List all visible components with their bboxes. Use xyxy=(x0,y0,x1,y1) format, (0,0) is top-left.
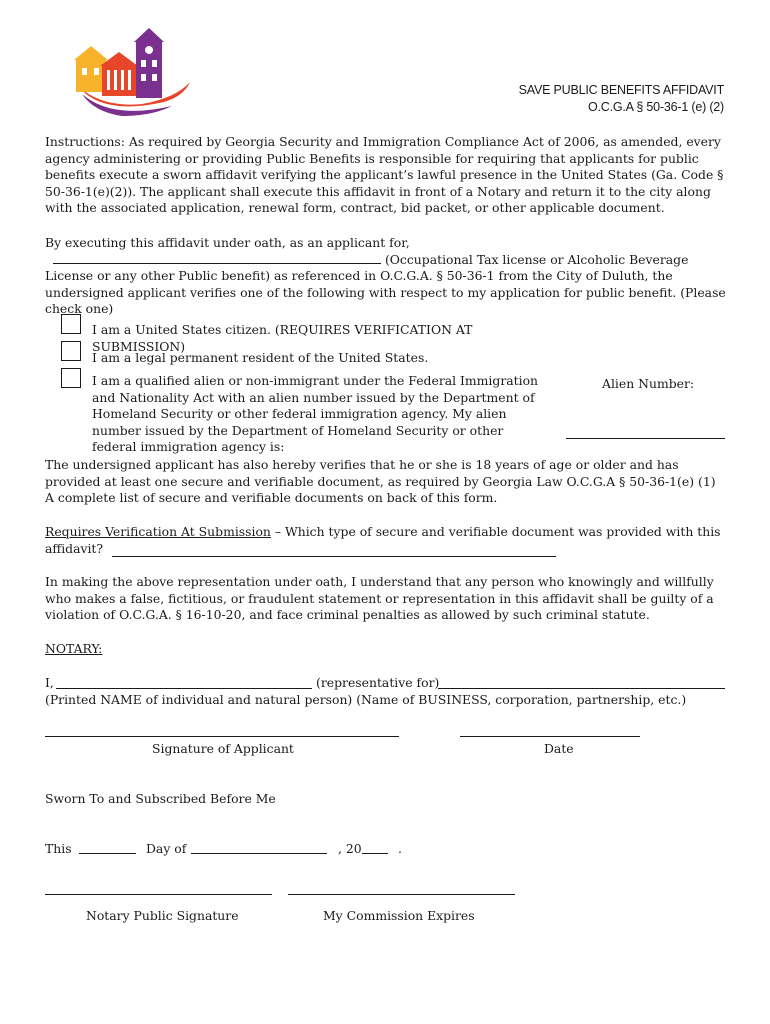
age-statement-paragraph: The undersigned applicant has also hereby verifies that he or she is 18 years of age or older and has provided at least one secure and verifiable document, as required by Georgia Law O.C.G.A § 50-36-1(e) (1) A complete list of secure and verifiable documents on back of this form. xyxy=(45,457,716,506)
sworn-statement: Sworn To and Subscribed Before Me xyxy=(45,791,276,806)
citizen-option-label: I am a United States citizen. (REQUIRES VERIFICATION AT SUBMISSION) xyxy=(92,322,473,354)
qualified-alien-checkbox[interactable] xyxy=(61,368,81,388)
notary-signature-label: Notary Public Signature xyxy=(86,908,239,923)
execution-lead: By executing this affidavit under oath, as an applicant for, xyxy=(45,235,410,250)
business-name-field[interactable] xyxy=(438,688,725,689)
notary-signature-field[interactable] xyxy=(45,894,272,895)
form-code: O.C.G.A § 50-36-1 (e) (2) xyxy=(587,100,724,114)
alien-number-field[interactable] xyxy=(566,438,725,439)
form-title: SAVE PUBLIC BENEFITS AFFIDAVIT xyxy=(518,83,724,97)
qualified-alien-option-label: I am a qualified alien or non-immigrant under the Federal Immigration and Nationality Act with an alien number issued by the Department of Homeland Security or other federal immigration agency. My alien number issued by the Department of Homeland Security or other federal immigration agency is: xyxy=(92,373,539,455)
commission-expires-label: My Commission Expires xyxy=(323,908,475,923)
execution-paragraph xyxy=(45,235,727,318)
benefit-type-field[interactable] xyxy=(53,252,381,264)
this-label: This xyxy=(45,841,72,856)
individual-name-field[interactable] xyxy=(56,688,312,689)
i-label: I, xyxy=(45,675,54,690)
execution-rest: (Occupational Tax license or Alcoholic Beverage License or any other Public benefit) as referenced in O.C.G.A. § 50-36-1 from the City of Duluth, the undersigned applicant verifies one of the following with respect to my application for public benefit. (Please check one) xyxy=(45,251,726,317)
day-number-field[interactable] xyxy=(79,853,136,854)
form-header xyxy=(519,82,724,116)
year-prefix-label: , 20 xyxy=(338,841,362,856)
document-type-field[interactable] xyxy=(112,556,556,557)
city-logo xyxy=(72,24,192,120)
applicant-signature-field[interactable] xyxy=(45,736,399,737)
notary-heading xyxy=(45,641,102,658)
year-field[interactable] xyxy=(362,853,388,854)
day-of-label: Day of xyxy=(146,841,187,856)
verification-paragraph xyxy=(45,524,727,557)
commission-expires-field[interactable] xyxy=(288,894,515,895)
notary-heading-text: NOTARY: xyxy=(45,641,103,656)
citizen-checkbox[interactable] xyxy=(61,314,81,334)
month-field[interactable] xyxy=(191,853,327,854)
applicant-signature-label: Signature of Applicant xyxy=(152,741,294,756)
verification-text: – Which type of secure and verifiable document was provided with this affidavit? xyxy=(45,524,721,556)
date-field[interactable] xyxy=(460,736,640,737)
representation-paragraph: In making the above representation under oath, I understand that any person who knowingly and willfully who makes a false, fictitious, or fraudulent statement or representation in this affidavit shall be guilty of a violation of O.C.G.A. § 16-10-20, and face criminal penalties as allowed by such criminal statute. xyxy=(45,574,714,623)
date-label: Date xyxy=(544,741,574,756)
date-period: . xyxy=(398,841,402,856)
instructions-paragraph: Instructions: As required by Georgia Security and Immigration Compliance Act of 2006, as amended, every agency administering or providing Public Benefits is responsible for requiring that applicants for public benefits execute a sworn affidavit verifying the applicant’s lawful presence in the United States (Ga. Code § 50-36-1(e)(2)). The applicant shall execute this affidavit in front of a Notary and return it to the city along with the associated application, renewal form, contract, bid packet, or other applicable document. xyxy=(45,134,724,216)
permanent-resident-option-label: I am a legal permanent resident of the United States. xyxy=(92,350,429,365)
verification-label: Requires Verification At Submission xyxy=(45,524,271,539)
representative-for-label: (representative for) xyxy=(316,675,440,690)
printed-names-caption: (Printed NAME of individual and natural person) (Name of BUSINESS, corporation, partnership, etc.) xyxy=(45,692,687,707)
permanent-resident-checkbox[interactable] xyxy=(61,341,81,361)
alien-number-label: Alien Number: xyxy=(602,376,695,391)
